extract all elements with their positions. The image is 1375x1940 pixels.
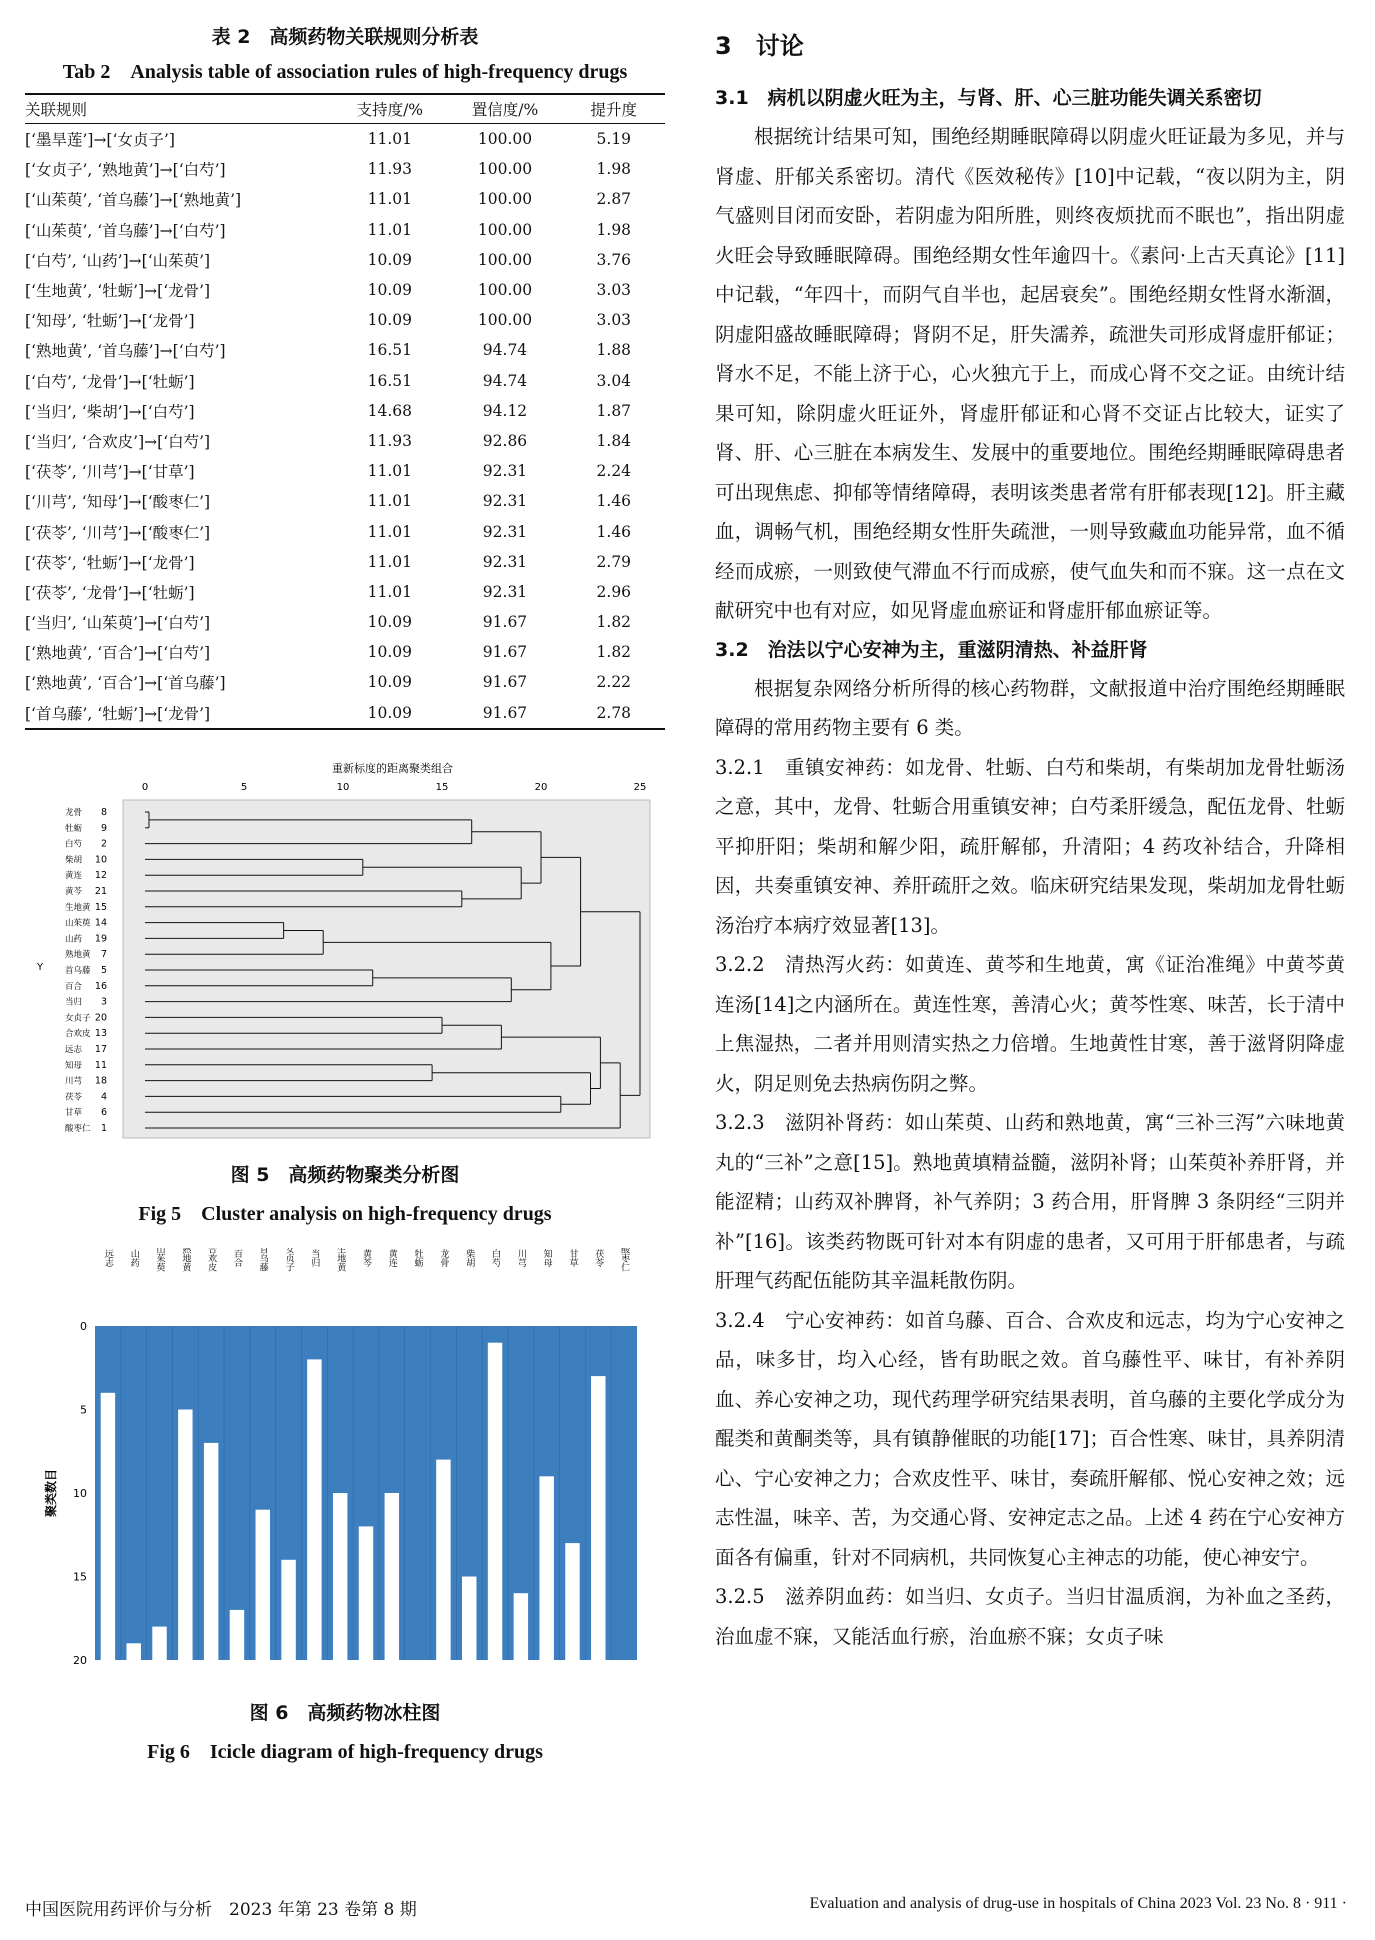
figure-5 [25,760,665,1226]
leaf-id: 3 [100,996,107,1008]
leaf-id: 1 [100,1122,107,1134]
header-confidence: 置信度/% [471,101,539,119]
lift-cell: 2.24 [596,462,632,481]
support-cell: 11.01 [367,130,412,149]
table-row [25,154,665,184]
icicle-gap-bar [204,1443,218,1660]
icicle-gap-bar [539,1476,553,1660]
leaf-name: 女贞子 [65,1013,91,1024]
drug-column-label: 远志 [102,1248,113,1267]
leaf-name: 牡蛎 [65,823,83,834]
table-row [25,184,665,214]
lift-cell: 1.84 [596,431,632,450]
leaf-name: 龙骨 [65,807,83,818]
paragraph-3-2-2: 3.2.2 清热泻火药：如黄连、黄芩和生地黄，寓《证治准绳》中黄芩黄连汤[14]之内涵所在。黄连性寒，善清心火；黄芩性寒、味苦，长于清中上焦湿热，二者并用则清实热之力倍增。生地黄性甘寒，善于滋肾阴降虚火，阴足则免去热病伤阴之弊。 [715,953,1345,1095]
x-tick-label: 25 [633,781,647,793]
support-cell: 10.09 [367,613,412,632]
lift-cell: 2.78 [596,703,632,722]
support-cell: 16.51 [367,341,412,360]
table-caption-cn: 表 2 高频药物关联规则分析表 [211,26,479,48]
rule-cell: [‘生地黄’, ‘牡蛎’]→[‘龙骨’] [25,282,211,301]
icicle-gap-bar [126,1643,140,1660]
support-cell: 10.09 [367,250,412,269]
drug-column-label: 甘草 [567,1248,578,1267]
table-row [25,637,665,667]
left-column [25,18,665,1764]
fig5-caption-cn: 图 5 高频药物聚类分析图 [230,1163,460,1186]
leaf-id: 17 [94,1043,107,1055]
lift-cell: 1.88 [596,341,632,360]
leaf-name: 山药 [65,934,83,945]
drug-column-label: 川芎 [515,1248,526,1267]
support-cell: 10.09 [367,311,412,330]
leaf-name: 首乌藤 [65,965,91,976]
confidence-cell: 92.31 [482,552,528,571]
rule-cell: [‘知母’, ‘牡蛎’]→[‘龙骨’] [25,312,195,331]
figure-6 [25,1248,665,1764]
table-caption-en: Tab 2 Analysis table of association rules of high-frequency drugs [62,61,628,83]
leaf-name: 熟地黄 [65,949,91,960]
x-tick-label: 15 [435,781,449,793]
icicle-gap-bar [514,1593,528,1660]
support-cell: 16.51 [367,371,412,390]
rule-cell: [‘女贞子’, ‘熟地黄’]→[‘白芍’] [25,161,226,180]
table-row [25,667,665,697]
confidence-cell: 92.31 [482,492,528,511]
leaf-name: 山茱萸 [65,918,91,929]
confidence-cell: 100.00 [477,311,533,330]
drug-column-label: 首乌藤 [257,1247,268,1272]
leaf-name: 黄芩 [65,886,83,897]
rule-cell: [‘白芍’, ‘龙骨’]→[‘牡蛎’] [25,372,195,391]
icicle-gap-bar [178,1409,192,1660]
rule-cell: [‘茯苓’, ‘龙骨’]→[‘牡蛎’] [25,583,195,602]
support-cell: 11.01 [367,492,412,511]
table-header-row [25,94,665,124]
icicle-gap-bar [591,1376,605,1660]
dendrogram-chart [25,760,665,1150]
leaf-id: 19 [94,933,107,945]
header-support: 支持度/% [356,101,424,119]
support-cell: 11.01 [367,522,412,541]
rule-cell: [‘当归’, ‘柴胡’]→[‘白芍’] [25,402,195,421]
support-cell: 11.93 [367,431,412,450]
table-row [25,607,665,637]
support-cell: 10.09 [367,703,412,722]
paragraph-3-2-1: 3.2.1 重镇安神药：如龙骨、牡蛎、白芍和柴胡，有柴胡加龙骨牡蛎汤之意，其中，龙骨、牡蛎合用重镇安神；白芍柔肝缓急，配伍龙骨、牡蛎平抑肝阳；柴胡和解少阳，疏肝解郁，升清阳；4 药攻补结合，升降相因，共奏重镇安神、养肝疏肝之效。临床研究结果发现，柴胡加龙骨牡蛎汤治疗本病疗效显著[13]。 [715,755,1345,937]
support-cell: 10.09 [367,673,412,692]
rule-cell: [‘首乌藤’, ‘牡蛎’]→[‘龙骨’] [25,704,211,723]
lift-cell: 2.87 [596,190,632,209]
icicle-gap-bar [256,1509,270,1659]
leaf-name: 黄连 [65,870,83,881]
icicle-gap-bar [462,1576,476,1660]
leaf-id: 6 [100,1106,107,1118]
confidence-cell: 92.31 [482,522,528,541]
rule-cell: [‘川芎’, ‘知母’]→[‘酸枣仁’] [25,493,211,512]
leaf-name: 百合 [65,981,83,992]
table-row [25,335,665,365]
subsection-3-2-title: 3.2 治法以宁心安神为主，重滋阴清热、补益肝肾 [715,638,1148,661]
confidence-cell: 94.12 [482,401,528,420]
drug-column-label: 柴胡 [464,1248,475,1267]
confidence-cell: 100.00 [477,160,533,179]
confidence-cell: 92.31 [482,582,528,601]
footer-journal-cn: 中国医院用药评价与分析 2023 年第 23 卷第 8 期 [25,1900,417,1920]
table-row [25,486,665,516]
lift-cell: 1.82 [596,613,632,632]
leaf-name: 茯苓 [65,1092,83,1103]
rule-cell: [‘茯苓’, ‘川芎’]→[‘酸枣仁’] [25,523,211,542]
support-cell: 11.01 [367,582,412,601]
icicle-gap-bar [307,1359,321,1660]
y-tick-label: 15 [73,1570,87,1584]
support-cell: 11.01 [367,552,412,571]
confidence-cell: 100.00 [477,190,533,209]
y-tick-label: 10 [73,1486,87,1500]
fig6-caption-en: Fig 6 Icicle diagram of high-frequency drugs [147,1740,543,1763]
confidence-cell: 100.00 [477,250,533,269]
leaf-name: 白芍 [65,839,83,850]
confidence-cell: 91.67 [482,673,528,692]
table-body [25,124,665,729]
lift-cell: 1.46 [596,522,632,541]
lift-cell: 3.04 [596,371,632,390]
rule-cell: [‘熟地黄’, ‘百合’]→[‘白芍’] [25,644,211,663]
leaf-id: 16 [94,980,107,992]
icicle-chart [25,1248,665,1688]
rule-cell: [‘当归’, ‘合欢皮’]→[‘白芍’] [25,432,211,451]
table-row [25,547,665,577]
confidence-cell: 94.74 [482,341,528,360]
paragraph-3-2-5: 3.2.5 滋养阴血药：如当归、女贞子。当归甘温质润，为补血之圣药，治血虚不寐，又能活血行瘀，治血瘀不寐；女贞子味 [715,1585,1345,1648]
table-row [25,366,665,396]
association-rules-table [25,93,665,730]
icicle-gap-bar [565,1543,579,1660]
confidence-cell: 92.86 [482,431,528,450]
support-cell: 11.01 [367,462,412,481]
drug-column-label: 茯苓 [593,1248,604,1267]
y-tick-label: 20 [73,1653,87,1667]
rule-cell: [‘白芍’, ‘山药’]→[‘山茱萸’] [25,251,211,270]
leaf-id: 9 [100,822,107,834]
section-title: 3 讨论 [715,32,804,60]
icicle-gap-bar [436,1459,450,1659]
leaf-id: 4 [100,1091,107,1103]
leaf-id: 5 [100,964,107,976]
lift-cell: 3.03 [596,311,632,330]
plot-background [123,800,650,1138]
paragraph-3-2-3: 3.2.3 滋阴补肾药：如山茱萸、山药和熟地黄，寓“三补三泻”六味地黄丸的“三补”之意[15]。熟地黄填精益髓，滋阴补肾；山茱萸补养肝肾，并能涩精；山药双补脾肾，补气养阴；3 药合用，肝肾脾 3 条阴经“三阴并补”[16]。该类药物既可针对本有阴虚的患者，又可用于肝郁患者，与疏肝理气药配伍能防其辛温耗散伤阴。 [715,1111,1345,1292]
leaf-id: 21 [94,885,107,897]
drug-column-label: 百合 [231,1248,242,1267]
support-cell: 10.09 [367,281,412,300]
support-cell: 11.93 [367,160,412,179]
drug-column-label: 黄连 [386,1248,397,1267]
icicle-gap-bar [333,1493,347,1660]
drug-column-label: 熟地黄 [180,1247,191,1272]
drug-column-label: 白芍 [490,1248,501,1267]
lift-cell: 3.76 [596,250,632,269]
leaf-id: 10 [94,854,107,866]
table-row [25,577,665,607]
rule-cell: [‘茯苓’, ‘牡蛎’]→[‘龙骨’] [25,553,195,572]
drug-column-label: 女贞子 [283,1247,294,1272]
drug-column-label: 当归 [309,1248,320,1267]
subsection-3-1-title: 3.1 病机以阴虚火旺为主，与肾、肝、心三脏功能失调关系密切 [715,87,1262,109]
paragraph-3-1: 根据统计结果可知，围绝经期睡眠障碍以阴虚火旺证最为多见，并与肾虚、肝郁关系密切。清代《医效秘传》[10]中记载，“夜以阴为主，阴气盛则目闭而安卧，若阴虚为阳所胜，则终夜烦扰而不眠也”，指出阴虚火旺会导致睡眠障碍。围绝经期女性年逾四十。《素问·上古天真论》[11]中记载，“年四十，而阴气自半也，起居衰矣”。围绝经期女性肾水渐涸，阴虚阳盛故睡眠障碍；肾阴不足，肝失濡养，疏泄失司形成肾虚肝郁证；肾水不足，不能上济于心，心火独亢于上，而成心肾不交之证。由统计结果可知，除阴虚火旺证外，肾虚肝郁证和心肾不交证占比较大，证实了肾、肝、心三脏在本病发生、发展中的重要地位。围绝经期睡眠障碍患者可出现焦虑、抑郁等情绪障碍，表明该类患者常有肝郁表现[12]。肝主藏血，调畅气机，围绝经期女性肝失疏泄，一则导致藏血功能异常，血不循经而成瘀，一则致使气滞血不行而成瘀，使气血失和而不寐。这一点在文献研究中也有对应，如见肾虚血瘀证和肾虚肝郁血瘀证等。 [715,125,1345,622]
y-tick-label: 0 [80,1319,87,1333]
drug-column-label: 生地黄 [335,1247,346,1272]
confidence-cell: 100.00 [477,220,533,239]
lift-cell: 1.98 [596,160,632,179]
icicle-gap-bar [152,1626,166,1659]
leaf-name: 知母 [65,1060,83,1071]
y-axis-label: Y [37,961,44,973]
table-row [25,516,665,546]
confidence-cell: 92.31 [482,462,528,481]
confidence-cell: 100.00 [477,130,533,149]
right-column [715,18,1345,1656]
table-row [25,305,665,335]
icicle-gap-bar [359,1526,373,1660]
rule-cell: [‘熟地黄’, ‘首乌藤’]→[‘白芍’] [25,342,226,361]
support-cell: 14.68 [367,401,412,420]
leaf-id: 13 [94,1027,107,1039]
x-tick-label: 5 [240,781,248,793]
leaf-id: 20 [94,1012,107,1024]
leaf-id: 2 [100,838,107,850]
rule-cell: [‘茯苓’, ‘川芎’]→[‘甘草’] [25,463,195,482]
rule-cell: [‘当归’, ‘山茱萸’]→[‘白芍’] [25,614,211,633]
lift-cell: 1.82 [596,643,632,662]
lift-cell: 1.98 [596,220,632,239]
leaf-id: 14 [94,917,107,929]
x-tick-label: 20 [534,781,548,793]
lift-cell: 2.96 [596,582,632,601]
icicle-gap-bar [281,1560,295,1660]
rule-cell: [‘熟地黄’, ‘百合’]→[‘首乌藤’] [25,674,226,693]
lift-cell: 1.87 [596,401,632,420]
leaf-id: 7 [100,948,107,960]
x-tick-label: 10 [336,781,350,793]
leaf-name: 柴胡 [65,855,83,866]
leaf-name: 合欢皮 [65,1028,91,1039]
support-cell: 10.09 [367,643,412,662]
leaf-id: 18 [94,1075,107,1087]
confidence-cell: 91.67 [482,643,528,662]
y-axis-label: 聚类数目 [44,1468,58,1517]
lift-cell: 2.79 [596,552,632,571]
leaf-name: 远志 [65,1044,83,1055]
leaf-name: 川芎 [65,1076,83,1087]
drug-column-label: 合欢皮 [206,1247,217,1272]
leaf-id: 11 [94,1059,107,1071]
footer-journal-en: Evaluation and analysis of drug-use in hospitals of China 2023 Vol. 23 No. 8 · 911 · [809,1895,1347,1912]
confidence-cell: 94.74 [482,371,528,390]
x-tick-label: 0 [141,781,149,793]
confidence-cell: 91.67 [482,703,528,722]
table-row [25,245,665,275]
y-tick-label: 5 [80,1403,87,1417]
table-row [25,124,665,155]
table-row [25,396,665,426]
icicle-gap-bar [101,1393,115,1660]
drug-column-label: 黄芩 [361,1248,371,1267]
rule-cell: [‘墨旱莲’]→[‘女贞子’] [25,131,175,150]
drug-column-label: 山药 [128,1248,139,1267]
fig6-caption-cn: 图 6 高频药物冰柱图 [249,1701,441,1724]
fig5-caption-en: Fig 5 Cluster analysis on high-frequency drugs [138,1202,552,1225]
icicle-gap-bar [385,1493,399,1660]
header-lift: 提升度 [590,101,638,119]
confidence-cell: 91.67 [482,613,528,632]
leaf-id: 15 [94,901,107,913]
header-rule: 关联规则 [25,101,88,119]
leaf-name: 生地黄 [65,902,91,913]
paragraph-3-2-intro: 根据复杂网络分析所得的核心药物群，文献报道中治疗围绝经期睡眠障碍的常用药物主要有 6 类。 [715,676,1345,739]
icicle-gap-bar [488,1342,502,1659]
support-cell: 11.01 [367,220,412,239]
table-row [25,456,665,486]
rule-cell: [‘山茱萸’, ‘首乌藤’]→[‘熟地黄’] [25,191,242,210]
drug-column-label: 山茱萸 [154,1247,165,1272]
icicle-gap-bar [230,1610,244,1660]
lift-cell: 1.46 [596,492,632,511]
dendrogram-title: 重新标度的距离聚类组合 [332,761,453,775]
leaf-name: 当归 [65,997,83,1008]
drug-column-label: 牡蛎 [412,1248,423,1267]
table-row [25,275,665,305]
drug-column-label: 酸枣仁 [619,1247,630,1272]
rule-cell: [‘山茱萸’, ‘首乌藤’]→[‘白芍’] [25,221,226,240]
paragraph-3-2-4: 3.2.4 宁心安神药：如首乌藤、百合、合欢皮和远志，均为宁心安神之品，味多甘，均入心经，皆有助眠之效。首乌藤性平、味甘，有补养阴血、养心安神之功，现代药理学研究结果表明，首乌藤的主要化学成分为醌类和黄酮类等，具有镇静催眠的功能[17]；百合性寒、味甘，具养阴清心、宁心安神之力；合欢皮性平、味甘，奏疏肝解郁、悦心安神之效；远志性温，味辛、苦，为交通心肾、安神定志之品。上述 4 药在宁心安神方面各有偏重，针对不同病机，共同恢复心主神志的功能，使心神安宁。 [715,1308,1345,1569]
leaf-id: 12 [94,869,107,881]
confidence-cell: 100.00 [477,281,533,300]
lift-cell: 5.19 [596,130,632,149]
leaf-name: 酸枣仁 [65,1123,91,1134]
drug-column-label: 龙骨 [438,1248,449,1267]
table-row [25,698,665,729]
lift-cell: 2.22 [596,673,632,692]
table-row [25,426,665,456]
lift-cell: 3.03 [596,281,632,300]
leaf-name: 甘草 [65,1107,83,1118]
support-cell: 11.01 [367,190,412,209]
drug-column-label: 知母 [541,1248,552,1267]
table-row [25,215,665,245]
leaf-id: 8 [100,806,107,818]
